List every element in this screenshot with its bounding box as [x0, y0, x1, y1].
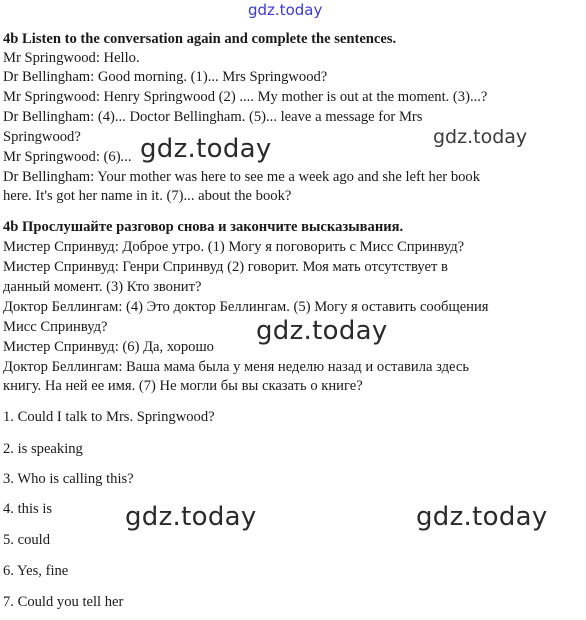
answer-item: 7. Could you tell her — [3, 594, 124, 610]
answer-item: 4. this is — [3, 501, 53, 517]
russian-heading: 4b Прослушайте разговор снова и закончите высказывания. — [3, 219, 404, 235]
watermark: gdz.today — [433, 126, 528, 148]
document-page — [3, 0, 583, 620]
answer-item: 5. could — [3, 532, 51, 548]
watermark: gdz.today — [256, 316, 388, 346]
english-line: here. It's got her name in it. (7)... about the book? — [3, 188, 292, 204]
english-line: Mr Springwood: Hello. — [3, 50, 140, 66]
english-line: Mr Springwood: Henry Springwood (2) .... My mother is out at the moment. (3)...? — [3, 89, 488, 105]
english-heading: 4b Listen to the conversation again and complete the sentences. — [3, 31, 397, 47]
watermark-top: gdz.today — [248, 1, 323, 19]
russian-line: Доктор Беллингам: (4) Это доктор Беллингам. (5) Могу я оставить сообщения — [3, 299, 489, 315]
russian-line: Мисс Спринвуд? — [3, 319, 108, 335]
russian-line: Мистер Спринвуд: (6) Да, хорошо — [3, 339, 214, 355]
russian-line: Мистер Спринвуд: Доброе утро. (1) Могу я поговорить с Мисс Спринвуд? — [3, 239, 465, 255]
english-line: Dr Bellingham: Good morning. (1)... Mrs Springwood? — [3, 69, 328, 85]
watermark: gdz.today — [125, 502, 257, 532]
english-line: Dr Bellingham: Your mother was here to see me a week ago and she left her book — [3, 169, 481, 185]
english-line: Mr Springwood: (6)... — [3, 149, 132, 165]
answer-item: 2. is speaking — [3, 441, 83, 457]
english-line: Dr Bellingham: (4)... Doctor Bellingham. (5)... leave a message for Mrs — [3, 109, 423, 125]
russian-line: книгу. На ней ее имя. (7) Не могли бы вы сказать о книге? — [3, 378, 363, 394]
english-line: Springwood? — [3, 129, 81, 145]
russian-line: Мистер Спринвуд: Генри Спринвуд (2) говорит. Моя мать отсутствует в — [3, 259, 448, 275]
answer-item: 6. Yes, fine — [3, 563, 69, 579]
watermark: gdz.today — [140, 134, 272, 164]
russian-line: Доктор Беллингам: Ваша мама была у меня неделю назад и оставила здесь — [3, 359, 470, 375]
russian-line: данный момент. (3) Кто звонит? — [3, 279, 202, 295]
watermark: gdz.today — [416, 502, 548, 532]
answer-item: 1. Could I talk to Mrs. Springwood? — [3, 409, 215, 425]
answer-item: 3. Who is calling this? — [3, 471, 134, 487]
